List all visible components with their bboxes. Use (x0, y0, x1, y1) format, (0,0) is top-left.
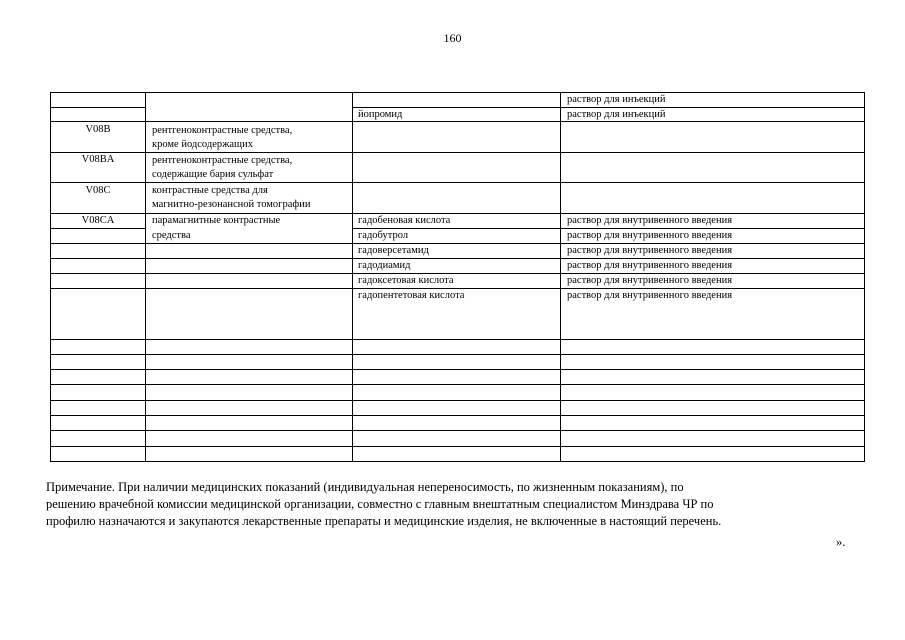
table-cell-group: магнитно-резонансной томографии (152, 199, 311, 210)
table-cell-code: V08B (85, 124, 111, 135)
table-cell-group: средства (152, 230, 191, 241)
page-number: 160 (443, 31, 462, 45)
table-cell-form: раствор для инъекций (567, 109, 666, 120)
footnote-line: решению врачебной комиссии медицинской организации, совместно с главным внештатным специалистом Минздрава ЧР по (46, 497, 714, 511)
table-cell-drug: гадоверсетамид (358, 245, 429, 256)
table-cell-drug: гадобеновая кислота (358, 215, 451, 226)
footnote-line: профилю назначаются и закупаются лекарственные препараты и медицинские изделия, не включенные в настоящий перечень. (46, 514, 722, 528)
table-cell-form: раствор для внутривенного введения (567, 230, 733, 241)
footnote-line: Примечание. При наличии медицинских показаний (индивидуальная непереносимость, по жизненным показаниям), по (46, 480, 684, 494)
table-cell-group: кроме йодсодержащих (152, 139, 253, 150)
table-cell-code: V08CA (81, 215, 115, 226)
table-cell-drug: йопромид (358, 109, 403, 120)
table-cell-form: раствор для внутривенного введения (567, 290, 733, 301)
closing-quote: ». (836, 535, 846, 549)
table-cell-drug: гадодиамид (358, 260, 411, 271)
table-cell-form: раствор для внутривенного введения (567, 275, 733, 286)
table-cell-code: V08BA (81, 154, 115, 165)
table-cell-form: раствор для инъекций (567, 94, 666, 105)
table-cell-form: раствор для внутривенного введения (567, 245, 733, 256)
table-cell-form: раствор для внутривенного введения (567, 260, 733, 271)
table-cell-group: рентгеноконтрастные средства, (152, 125, 293, 136)
table-cell-group: парамагнитные контрастные (152, 215, 281, 226)
table-cell-drug: гадоксетовая кислота (358, 275, 454, 286)
table-cell-group: контрастные средства для (152, 185, 268, 196)
table-cell-form: раствор для внутривенного введения (567, 215, 733, 226)
table-cell-group: содержащие бария сульфат (152, 169, 274, 180)
table-cell-group: рентгеноконтрастные средства, (152, 155, 293, 166)
table-cell-drug: гадобутрол (358, 230, 409, 241)
table-cell-code: V08C (85, 185, 111, 196)
table-cell-drug: гадопентетовая кислота (358, 290, 465, 301)
footnote (46, 479, 868, 530)
